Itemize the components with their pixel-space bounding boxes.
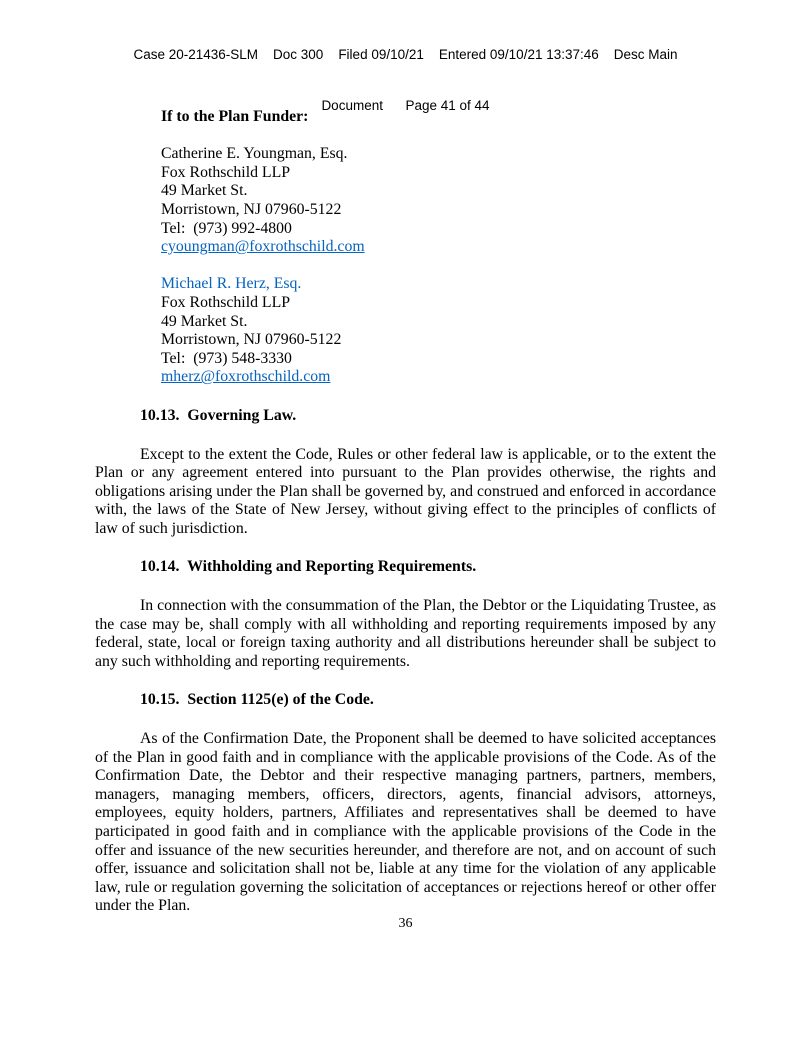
contact1-email-link[interactable]: cyoungman@foxrothschild.com <box>161 238 365 256</box>
contact-block-1 <box>161 145 716 257</box>
contact2-email-link[interactable]: mherz@foxrothschild.com <box>161 368 331 386</box>
court-stamp-line1: Case 20-21436-SLM Doc 300 Filed 09/10/21 Entered 09/10/21 13:37:46 Desc Main <box>133 47 678 62</box>
page-number: 36 <box>398 916 413 931</box>
contact-block-2 <box>161 275 716 387</box>
section-10-13-paragraph: Except to the extent the Code, Rules or other federal law is applicable, or to the extent the Plan or any agreement entered into pursuant to the Plan provides otherwise, the rights and obligations arising under the Plan shall be governed by, and construed and enforced in accordance with, the laws of the State of New Jersey, without giving effect to the principles of conflicts of law of such jurisdiction. <box>95 445 716 537</box>
plan-funder-heading: If to the Plan Funder: <box>161 108 309 125</box>
document-body <box>95 108 716 936</box>
contact1-firm: Fox Rothschild LLP <box>161 163 291 181</box>
section-10-13-heading: 10.13. Governing Law. <box>140 406 297 424</box>
section-10-14-heading: 10.14. Withholding and Reporting Requirements. <box>140 558 477 576</box>
contact2-city: Morristown, NJ 07960-5122 <box>161 331 342 349</box>
contact1-tel: Tel: (973) 992-4800 <box>161 219 292 237</box>
section-10-14-paragraph: In connection with the consummation of the Plan, the Debtor or the Liquidating Trustee, as the case may be, shall comply with all withholding and reporting requirements imposed by any federal, state, local or foreign taxing authority and all distributions hereunder shall be subject to any such withholding and reporting requirements. <box>95 597 716 670</box>
section-10-15-paragraph: As of the Confirmation Date, the Proponent shall be deemed to have solicited acceptances of the Plan in good faith and in compliance with the applicable provisions of the Code. As of the Confirmation Date, the Debtor and their respective managing partners, partners, members, managers, managing members, officers, directors, agents, financial advisors, attorneys, employees, equity holders, partners, Affiliates and representatives shall be deemed to have participated in good faith and in compliance with the applicable provisions of the Code in the offer and issuance of the new securities hereunder, and therefore are not, and on account of such offer, issuance and solicitation shall not be, liable at any time for the violation of any applicable law, rule or regulation governing the solicitation of acceptances or rejections hereof or other offer under the Plan. <box>95 730 716 915</box>
court-stamp-line2: Document Page 41 of 44 <box>321 98 490 113</box>
section-10-15-heading: 10.15. Section 1125(e) of the Code. <box>140 691 374 709</box>
contact1-name: Catherine E. Youngman, Esq. <box>161 145 348 163</box>
contact2-name: Michael R. Herz, Esq. <box>161 275 302 293</box>
contact2-street: 49 Market St. <box>161 312 248 330</box>
contact1-city: Morristown, NJ 07960-5122 <box>161 200 342 218</box>
contact1-street: 49 Market St. <box>161 182 248 200</box>
contact2-tel: Tel: (973) 548-3330 <box>161 349 292 367</box>
contact2-firm: Fox Rothschild LLP <box>161 293 291 311</box>
